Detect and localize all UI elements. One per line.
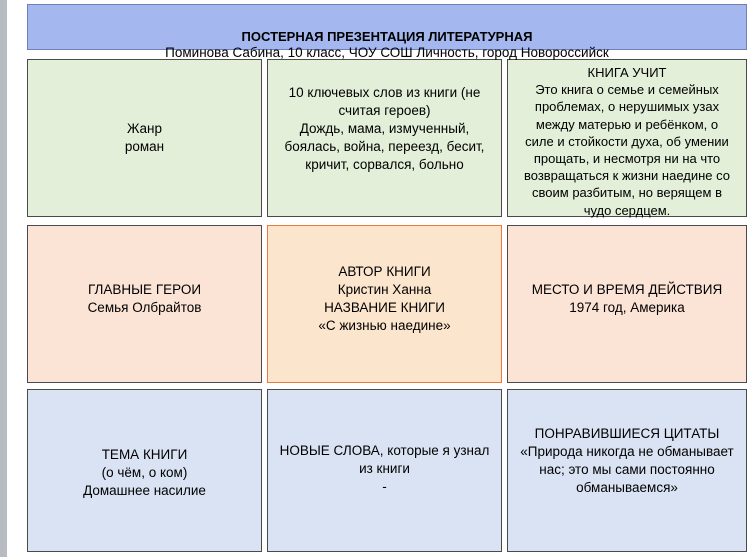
book-title-label: НАЗВАНИЕ КНИГИ [324,300,445,315]
teaches-line: чудо сердцем. [583,202,671,218]
author-label: АВТОР КНИГИ [338,264,431,279]
new-words-value: - [382,478,387,494]
quote-line: нас; это мы сами постоянно [539,461,715,477]
place-time-label: МЕСТО И ВРЕМЯ ДЕЙСТВИЯ [531,282,723,297]
heroes-value: Семья Олбрайтов [87,300,202,315]
new-words-card [267,389,502,552]
genre-value: роман [124,139,165,154]
theme-value: Домашнее насилие [83,482,206,498]
place-time-value: 1974 год, Америка [569,300,685,315]
place-time-card [507,225,747,383]
new-words-label: НОВЫЕ СЛОВА, которые я узнал [279,442,490,458]
genre-label: Жанр [126,121,163,136]
quote-line: «Природа никогда не обманывает [520,443,734,459]
keywords-line: боялась, война, переезд, бесит, [284,139,485,154]
keywords-line: Дождь, мама, измученный, [299,121,470,136]
book-title-value: «С жизнью наедине» [318,318,451,333]
author-value: Кристин Ханна [337,282,432,297]
theme-sub: (о чём, о ком) [101,464,188,480]
teaches-line: возвращаться к жизни наедине со [523,168,731,184]
header-banner [27,4,747,50]
teaches-line: проблемах, о нерушимых узах [534,99,720,115]
main-heroes-card [27,225,262,383]
theme-card [27,389,262,552]
keywords-card [267,59,502,217]
keywords-line: кричит, сорвался, больно [305,157,464,172]
quotes-label: ПОНРАВИВШИЕСЯ ЦИТАТЫ [534,425,720,441]
quote-line: обманываемся» [576,479,678,495]
teaches-heading: КНИГА УЧИТ [587,65,667,80]
teaches-line: силе и стойкости духа, об умении [525,133,729,149]
genre-card [27,59,262,217]
new-words-sub: из книги [359,460,410,476]
poster-subtitle: Поминова Сабина, 10 класс, ЧОУ СОШ Личность, город Новороссийск [165,45,609,60]
author-card [267,225,502,383]
keywords-line: считая героев) [338,103,431,118]
slide-left-edge [0,0,7,557]
poster-title: ПОСТЕРНАЯ ПРЕЗЕНТАЦИЯ ЛИТЕРАТУРНАЯ [241,29,533,44]
heroes-label: ГЛАВНЫЕ ГЕРОИ [87,282,202,297]
teaches-line: прощать, и несмотря ни на что [533,151,721,167]
teaches-line: своим разбитым, но верящем в [532,185,722,201]
book-teaches-card [507,59,747,217]
teaches-line: между матерью и ребёнком, о [535,116,719,132]
keywords-line: 10 ключевых слов из книги (не [288,85,481,100]
theme-label: ТЕМА КНИГИ [101,446,188,462]
teaches-line: Это книга о семье и семейных [535,82,719,98]
favorite-quotes-card [507,389,747,552]
